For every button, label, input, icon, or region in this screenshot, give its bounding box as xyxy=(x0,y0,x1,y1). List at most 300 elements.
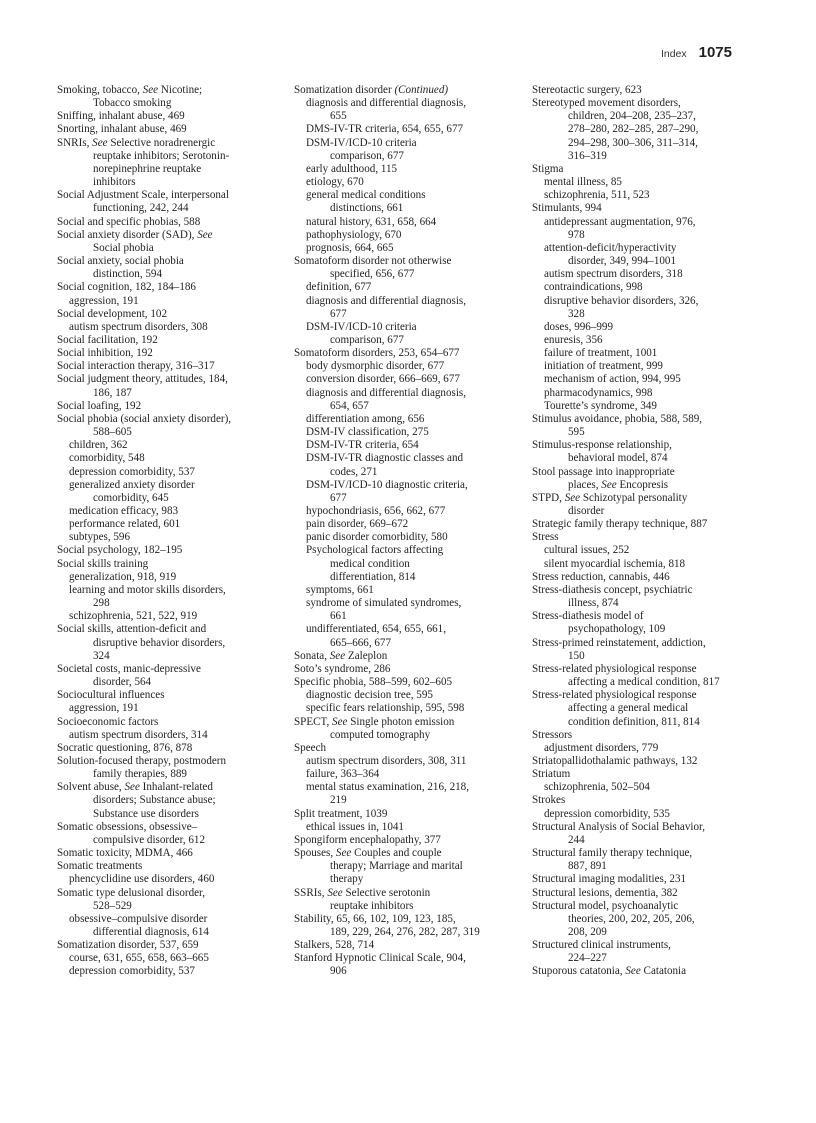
entry-text: Structural model, psychoanalytic xyxy=(532,899,679,912)
index-entry xyxy=(294,742,504,755)
entry-italic-text: See xyxy=(327,886,343,899)
entry-text: Somatization disorder, 537, 659 xyxy=(57,939,199,952)
index-subentry xyxy=(532,544,742,557)
entry-text: autism spectrum disorders, 308, 311 xyxy=(306,754,467,767)
entry-text: Socioeconomic factors xyxy=(57,715,159,728)
entry-text: Zaleplon xyxy=(345,649,388,662)
index-column-1 xyxy=(57,84,267,979)
index-entry xyxy=(294,663,504,676)
entry-text: Couples and couple xyxy=(351,847,442,860)
entry-text: Catatonia xyxy=(640,965,687,978)
entry-text: SPECT, xyxy=(294,715,333,728)
index-subentry xyxy=(532,558,742,571)
entry-text: comparison, 677 xyxy=(330,333,404,346)
index-entry xyxy=(532,729,742,742)
entry-text: learning and motor skills disorders, xyxy=(69,583,226,596)
index-entry xyxy=(294,650,504,663)
entry-text: disruptive behavior disorders, xyxy=(93,636,226,649)
index-entry xyxy=(532,755,742,768)
index-entry xyxy=(57,413,267,439)
index-entry xyxy=(57,716,267,729)
entry-text: Structural lesions, dementia, 382 xyxy=(532,886,678,899)
entry-text: Striatopallidothalamic pathways, 132 xyxy=(532,754,698,767)
entry-text: Stanford Hypnotic Clinical Scale, 904, xyxy=(294,952,466,965)
entry-text: Stalkers, 528, 714 xyxy=(294,939,375,952)
entry-text: depression comorbidity, 537 xyxy=(69,965,195,978)
index-subentry xyxy=(294,426,504,439)
entry-text: comorbidity, 548 xyxy=(69,452,145,465)
header-label: Index xyxy=(660,48,687,60)
index-subentry xyxy=(57,466,267,479)
index-subentry xyxy=(294,360,504,373)
entry-text: disorders; Substance abuse; xyxy=(93,794,216,807)
page-number: 1075 xyxy=(698,44,732,61)
index-entry xyxy=(57,229,267,255)
entry-text: 328 xyxy=(568,307,585,320)
index-subentry xyxy=(294,597,504,623)
entry-text: Selective serotonin xyxy=(342,886,431,899)
index-subentry xyxy=(294,531,504,544)
entry-text: Stress xyxy=(532,531,559,544)
index-subentry xyxy=(57,584,267,610)
index-entry xyxy=(294,939,504,952)
entry-text: autism spectrum disorders, 308 xyxy=(69,320,208,333)
entry-text: Solvent abuse, xyxy=(57,781,125,794)
index-entry xyxy=(294,716,504,742)
entry-text: depression comorbidity, 535 xyxy=(544,807,670,820)
entry-text: disruptive behavior disorders, 326, xyxy=(544,294,699,307)
index-entry xyxy=(532,84,742,97)
index-subentry xyxy=(294,373,504,386)
entry-text: Inhalant-related xyxy=(139,781,213,794)
entry-text: norepinephrine reuptake xyxy=(93,162,202,175)
index-entry xyxy=(532,584,742,610)
entry-text: pharmacodynamics, 998 xyxy=(544,386,653,399)
entry-text: 278–280, 282–285, 287–290, xyxy=(568,123,699,136)
entry-text: Social skills training xyxy=(57,557,149,570)
entry-text: affecting a general medical xyxy=(568,702,689,715)
entry-text: DSM-IV-TR criteria, 654 xyxy=(306,439,419,452)
index-entry xyxy=(57,544,267,557)
entry-text: Psychological factors affecting xyxy=(306,544,444,557)
entry-text: Social psychology, 182–195 xyxy=(57,544,183,557)
index-entry xyxy=(57,281,267,294)
entry-text: ethical issues in, 1041 xyxy=(306,820,404,833)
entry-text: Stimulants, 994 xyxy=(532,202,602,215)
entry-text: Snorting, inhalant abuse, 469 xyxy=(57,123,187,136)
index-subentry xyxy=(294,97,504,123)
entry-italic-text: See xyxy=(142,84,159,96)
entry-text: medication efficacy, 983 xyxy=(69,505,179,517)
index-entry xyxy=(532,939,742,965)
entry-text: autism spectrum disorders, 318 xyxy=(544,268,683,281)
index-entry xyxy=(294,834,504,847)
entry-text: 324 xyxy=(93,649,110,662)
entry-text: Structured clinical instruments, xyxy=(532,939,671,952)
entry-text: Social inhibition, 192 xyxy=(57,347,153,360)
entry-italic-text: See xyxy=(601,478,617,491)
index-entry xyxy=(57,123,267,136)
index-entry xyxy=(294,255,504,281)
index-subentry xyxy=(294,479,504,505)
index-entry xyxy=(294,84,504,97)
index-entry xyxy=(532,847,742,873)
index-entry xyxy=(57,347,267,360)
entry-text: Sociocultural influences xyxy=(57,689,165,702)
entry-text: Schizotypal personality xyxy=(580,491,688,504)
index-subentry xyxy=(294,163,504,176)
index-subentry xyxy=(57,295,267,308)
index-entry xyxy=(294,676,504,689)
entry-text: 316–319 xyxy=(568,149,607,162)
entry-text: 906 xyxy=(330,965,347,978)
index-entry xyxy=(532,637,742,663)
entry-text: medical condition xyxy=(330,557,410,570)
index-subentry xyxy=(532,334,742,347)
entry-text: Somatic type delusional disorder, xyxy=(57,886,206,899)
entry-text: 665–666, 677 xyxy=(330,636,392,649)
index-subentry xyxy=(294,689,504,702)
entry-text: Stuporous catatonia, xyxy=(532,965,626,978)
entry-text: schizophrenia, 502–504 xyxy=(544,781,650,794)
entry-text: Stress-primed reinstatement, addiction, xyxy=(532,636,706,649)
index-subentry xyxy=(57,505,267,518)
entry-text: 189, 229, 264, 276, 282, 287, 319 xyxy=(330,926,480,938)
entry-text: depression comorbidity, 537 xyxy=(69,465,195,478)
index-subentry xyxy=(57,452,267,465)
index-entry xyxy=(532,873,742,886)
index-entry xyxy=(57,110,267,123)
entry-text: 224–227 xyxy=(568,952,607,965)
entry-text: silent myocardial ischemia, 818 xyxy=(544,557,686,570)
entry-text: Tobacco smoking xyxy=(93,97,172,110)
entry-text: Single photon emission xyxy=(347,715,455,728)
index-subentry xyxy=(57,952,267,965)
entry-text: Soto’s syndrome, 286 xyxy=(294,662,391,675)
index-subentry xyxy=(294,387,504,413)
index-subentry xyxy=(57,873,267,886)
index-entry xyxy=(57,755,267,781)
entry-text: 150 xyxy=(568,649,585,662)
running-header xyxy=(661,44,732,61)
entry-text: disorder xyxy=(568,505,605,517)
entry-text: Social and specific phobias, 588 xyxy=(57,215,201,228)
index-subentry xyxy=(532,387,742,400)
entry-text: theories, 200, 202, 205, 206, xyxy=(568,912,695,925)
index-entry xyxy=(57,308,267,321)
index-entry xyxy=(57,360,267,373)
entry-text: Tourette’s syndrome, 349 xyxy=(544,399,657,412)
index-subentry xyxy=(294,768,504,781)
index-subentry xyxy=(294,216,504,229)
index-entry xyxy=(532,794,742,807)
entry-text: aggression, 191 xyxy=(69,294,139,307)
entry-text: inhibitors xyxy=(93,176,136,189)
entry-text: Solution-focused therapy, postmodern xyxy=(57,754,227,767)
index-entry xyxy=(57,137,267,190)
index-entry xyxy=(532,571,742,584)
index-subentry xyxy=(532,742,742,755)
entry-text: Strategic family therapy technique, 887 xyxy=(532,518,708,531)
entry-text: STPD, xyxy=(532,491,565,504)
index-subentry xyxy=(294,229,504,242)
entry-text: 244 xyxy=(568,833,585,846)
index-subentry xyxy=(294,821,504,834)
index-entry xyxy=(57,847,267,860)
entry-text: family therapies, 889 xyxy=(93,768,187,781)
entry-text: Stressors xyxy=(532,728,573,741)
entry-text: Social interaction therapy, 316–317 xyxy=(57,360,215,373)
index-subentry xyxy=(532,176,742,189)
entry-text: psychopathology, 109 xyxy=(568,623,666,636)
entry-text: Strokes xyxy=(532,794,566,807)
entry-text: codes, 271 xyxy=(330,465,378,478)
index-entry xyxy=(294,887,504,913)
entry-text: generalized anxiety disorder xyxy=(69,478,195,491)
entry-text: schizophrenia, 511, 523 xyxy=(544,189,650,202)
index-subentry xyxy=(532,281,742,294)
entry-text: hypochondriasis, 656, 662, 677 xyxy=(306,505,446,517)
entry-text: Structural imaging modalities, 231 xyxy=(532,873,687,886)
entry-text: mechanism of action, 994, 995 xyxy=(544,373,681,386)
entry-text: Social Adjustment Scale, interpersonal xyxy=(57,189,229,202)
entry-text: comorbidity, 645 xyxy=(93,491,169,504)
index-entry xyxy=(532,663,742,689)
index-entry xyxy=(532,413,742,439)
entry-text: Somatoform disorder not otherwise xyxy=(294,255,452,268)
entry-text: 654, 657 xyxy=(330,399,369,412)
entry-text: Spongiform encephalopathy, 377 xyxy=(294,833,441,846)
entry-text: compulsive disorder, 612 xyxy=(93,833,206,846)
index-subentry xyxy=(532,808,742,821)
entry-text: specific fears relationship, 595, 598 xyxy=(306,702,465,715)
entry-text: Social anxiety disorder (SAD), xyxy=(57,228,198,241)
index-subentry xyxy=(294,242,504,255)
index-entry xyxy=(532,821,742,847)
entry-text: behavioral model, 874 xyxy=(568,452,668,465)
entry-text: Stress-diathesis model of xyxy=(532,610,644,623)
index-subentry xyxy=(294,281,504,294)
entry-text: enuresis, 356 xyxy=(544,333,603,346)
entry-text: 219 xyxy=(330,794,347,807)
entry-text: 978 xyxy=(568,228,585,241)
index-subentry xyxy=(532,360,742,373)
entry-text: 887, 891 xyxy=(568,860,607,873)
entry-text: Stool passage into inappropriate xyxy=(532,465,675,478)
entry-text: schizophrenia, 521, 522, 919 xyxy=(69,610,198,623)
entry-text: 661 xyxy=(330,610,347,623)
index-subentry xyxy=(532,321,742,334)
entry-text: Social skills, attention-deficit and xyxy=(57,623,207,636)
entry-text: syndrome of simulated syndromes, xyxy=(306,597,462,610)
entry-text: computed tomography xyxy=(330,728,431,741)
index-subentry xyxy=(57,531,267,544)
index-entry xyxy=(57,400,267,413)
entry-text: aggression, 191 xyxy=(69,702,139,715)
entry-text: differential diagnosis, 614 xyxy=(93,926,209,938)
entry-text: Striatum xyxy=(532,768,571,781)
entry-text: SSRIs, xyxy=(294,886,328,899)
entry-text: DSM-IV/ICD-10 criteria xyxy=(306,320,417,333)
entry-text: autism spectrum disorders, 314 xyxy=(69,728,208,741)
entry-text: comparison, 677 xyxy=(330,149,404,162)
entry-text: pain disorder, 669–672 xyxy=(306,518,409,531)
entry-text: DMS-IV-TR criteria, 654, 655, 677 xyxy=(306,123,464,136)
entry-text: Selective noradrenergic xyxy=(107,136,216,149)
entry-text: Spouses, xyxy=(294,847,336,860)
index-entry xyxy=(57,623,267,662)
entry-italic-text: See xyxy=(92,136,108,149)
entry-text: undifferentiated, 654, 655, 661, xyxy=(306,623,446,636)
index-subentry xyxy=(532,781,742,794)
index-subentry xyxy=(294,452,504,478)
entry-text: Social development, 102 xyxy=(57,307,167,320)
entry-text: mental illness, 85 xyxy=(544,176,622,189)
entry-text: subtypes, 596 xyxy=(69,531,131,544)
index-subentry xyxy=(532,189,742,202)
entry-text: Social phobia xyxy=(93,241,154,254)
entry-text: panic disorder comorbidity, 580 xyxy=(306,531,448,544)
entry-text: antidepressant augmentation, 976, xyxy=(544,215,696,228)
index-entry xyxy=(57,216,267,229)
entry-text: diagnosis and differential diagnosis, xyxy=(306,386,467,399)
entry-text: course, 631, 655, 658, 663–665 xyxy=(69,952,209,965)
index-entry xyxy=(57,860,267,873)
entry-text: condition definition, 811, 814 xyxy=(568,715,700,728)
index-entry xyxy=(57,558,267,571)
entry-text: Somatic treatments xyxy=(57,860,143,873)
index-entry xyxy=(532,900,742,939)
entry-text: DSM-IV-TR diagnostic classes and xyxy=(306,452,464,465)
index-subentry xyxy=(532,347,742,360)
index-subentry xyxy=(532,400,742,413)
index-subentry xyxy=(294,295,504,321)
index-entry xyxy=(57,781,267,820)
entry-text: places, xyxy=(568,478,602,491)
index-subentry xyxy=(294,137,504,163)
entry-text: Sonata, xyxy=(294,649,330,662)
entry-text: diagnosis and differential diagnosis, xyxy=(306,294,467,307)
entry-text: symptoms, 661 xyxy=(306,583,374,596)
entry-text: early adulthood, 115 xyxy=(306,162,398,175)
entry-text: Smoking, tobacco, xyxy=(57,84,143,96)
index-entry xyxy=(57,689,267,702)
entry-italic-text: See xyxy=(197,228,213,241)
index-subentry xyxy=(294,584,504,597)
entry-text: failure of treatment, 1001 xyxy=(544,347,658,360)
index-subentry xyxy=(532,373,742,386)
entry-text: SNRIs, xyxy=(57,136,93,149)
entry-text: 186, 187 xyxy=(93,386,132,399)
index-subentry xyxy=(532,216,742,242)
index-entry xyxy=(532,97,742,163)
entry-text: failure, 363–364 xyxy=(306,768,380,781)
entry-text: DSM-IV/ICD-10 diagnostic criteria, xyxy=(306,478,468,491)
index-entry xyxy=(532,439,742,465)
entry-text: therapy; Marriage and marital xyxy=(330,860,463,873)
index-subentry xyxy=(294,505,504,518)
entry-text: functioning, 242, 244 xyxy=(93,202,189,215)
index-subentry xyxy=(57,965,267,978)
index-entry xyxy=(57,189,267,215)
index-subentry xyxy=(57,439,267,452)
index-entry xyxy=(57,887,267,913)
entry-text: Stress-diathesis concept, psychiatric xyxy=(532,583,693,596)
entry-text: disorder, 349, 994–1001 xyxy=(568,255,677,268)
entry-text: DSM-IV/ICD-10 criteria xyxy=(306,136,417,149)
index-entry xyxy=(294,808,504,821)
index-entry xyxy=(532,689,742,728)
index-column-2 xyxy=(294,84,504,979)
entry-text: performance related, 601 xyxy=(69,518,181,531)
entry-text: Stress reduction, cannabis, 446 xyxy=(532,570,670,583)
index-subentry xyxy=(294,189,504,215)
entry-text: etiology, 670 xyxy=(306,176,364,189)
entry-text: Split treatment, 1039 xyxy=(294,807,388,820)
index-subentry xyxy=(294,702,504,715)
index-subentry xyxy=(57,571,267,584)
index-subentry xyxy=(532,242,742,268)
entry-text: specified, 656, 677 xyxy=(330,268,415,281)
entry-text: 677 xyxy=(330,491,347,504)
index-subentry xyxy=(294,176,504,189)
index-entry xyxy=(532,202,742,215)
entry-text: conversion disorder, 666–669, 677 xyxy=(306,373,460,386)
entry-text: Stigma xyxy=(532,162,564,175)
entry-text: natural history, 631, 658, 664 xyxy=(306,215,437,228)
index-subentry xyxy=(294,544,504,583)
index-subentry xyxy=(294,755,504,768)
index-entry xyxy=(294,913,504,939)
index-entry xyxy=(57,373,267,399)
entry-text: pathophysiology, 670 xyxy=(306,228,402,241)
index-subentry xyxy=(294,518,504,531)
entry-text: body dysmorphic disorder, 677 xyxy=(306,360,445,373)
entry-text: reuptake inhibitors xyxy=(330,899,414,912)
entry-text: Social anxiety, social phobia xyxy=(57,255,184,268)
index-entry xyxy=(532,965,742,978)
entry-text: Speech xyxy=(294,741,327,754)
index-entry xyxy=(57,742,267,755)
index-entry xyxy=(57,334,267,347)
entry-text: 298 xyxy=(93,597,110,610)
entry-text: 528–529 xyxy=(93,899,132,912)
index-subentry xyxy=(57,702,267,715)
entry-text: Social judgment theory, attitudes, 184, xyxy=(57,373,228,386)
index-entry xyxy=(57,821,267,847)
index-entry xyxy=(532,466,742,492)
entry-italic-text: See xyxy=(335,847,352,860)
index-subentry xyxy=(57,610,267,623)
index-subentry xyxy=(294,413,504,426)
entry-text: distinctions, 661 xyxy=(330,202,404,215)
entry-text: Stress-related physiological response xyxy=(532,689,697,702)
entry-text: DSM-IV classification, 275 xyxy=(306,426,429,439)
entry-text: Specific phobia, 588–599, 602–605 xyxy=(294,676,453,689)
entry-text: distinction, 594 xyxy=(93,268,163,281)
entry-text: Societal costs, manic-depressive xyxy=(57,662,201,675)
entry-text: 595 xyxy=(568,426,585,439)
index-entry xyxy=(57,255,267,281)
index-entry xyxy=(294,847,504,886)
entry-text: Encopresis xyxy=(616,478,669,491)
entry-text: 655 xyxy=(330,110,347,123)
entry-text: phencyclidine use disorders, 460 xyxy=(69,873,215,886)
index-entry xyxy=(294,347,504,360)
entry-text: attention-deficit/hyperactivity xyxy=(544,241,677,254)
entry-text: Somatic obsessions, obsessive– xyxy=(57,820,198,833)
entry-text: Socratic questioning, 876, 878 xyxy=(57,741,193,754)
